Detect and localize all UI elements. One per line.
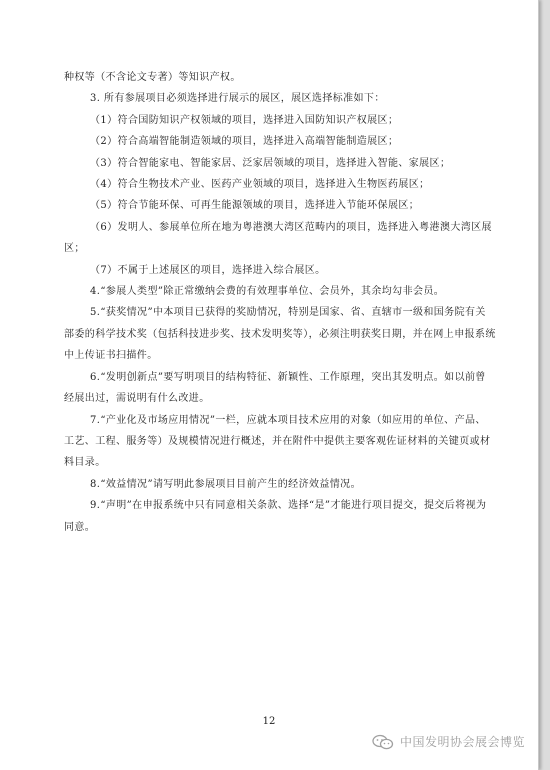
- text-line: 6.“发明创新点”要写明项目的结构特征、新颖性、工作原理，突出其发明点。如以前曾经展出过，需说明有什么改进。: [64, 371, 486, 405]
- body-text: [64, 67, 496, 538]
- text-line: 5.“获奖情况”中本项目已获得的奖励情况，特别是国家、省、直辖市一级和国务院有关部委的科学技术奖（包括科技进步奖、技术发明奖等），必须注明获奖日期，并在网上申报系统中上传证书扫描件。: [64, 307, 496, 362]
- text-line: （7）不属于上述展区的项目，选择进入综合展区。: [90, 264, 326, 276]
- text-line: （3）符合智能家电、智能家居、泛家居领域的项目，选择进入智能、家展区；: [90, 157, 451, 169]
- text-line: （4）符合生物技术产业、医药产业领域的项目，选择进入生物医药展区；: [90, 179, 430, 191]
- page-number: 12: [262, 716, 276, 727]
- text-line: （6）发明人、参展单位所在地为粤港澳大湾区范畴内的项目，选择进入粤港澳大湾区展区；: [64, 221, 492, 255]
- text-line: 8.“效益情况”请写明此参展项目目前产生的经济效益情况。: [90, 478, 361, 490]
- text-line: 9.“声明”在申报系统中只有同意相关条款、选择“是”才能进行项目提交，提交后将视为同意。: [64, 500, 487, 533]
- text-line: 3. 所有参展项目必须选择进行展示的展区，展区选择标准如下：: [90, 93, 385, 105]
- text-line: （5）符合节能环保、可再生能源领域的项目，选择进入节能环保展区；: [90, 200, 420, 212]
- watermark: [372, 733, 525, 750]
- text-line: 种权等（不含论文专著）等知识产权。: [64, 72, 241, 83]
- text-line: （2）符合高端智能制造领域的项目，选择进入高端智能制造展区；: [90, 136, 399, 148]
- text-line: （1）符合国防知识产权领域的项目，选择进入国防知识产权展区；: [90, 114, 399, 126]
- watermark-text: 中国发明协会展会博览: [400, 735, 526, 749]
- wechat-icon: [372, 734, 394, 750]
- text-line: 4.“参展人类型”除正常缴纳会费的有效理事单位、会员外，其余均勾非会员。: [90, 286, 445, 298]
- text-line: 7.“产业化及市场应用情况”一栏，应就本项目技术应用的对象（如应用的单位、产品、工艺、工程、服务等）及规模情况进行概述，并在附件中提供主要客观佐证材料的关键页或材料目录。: [64, 414, 491, 469]
